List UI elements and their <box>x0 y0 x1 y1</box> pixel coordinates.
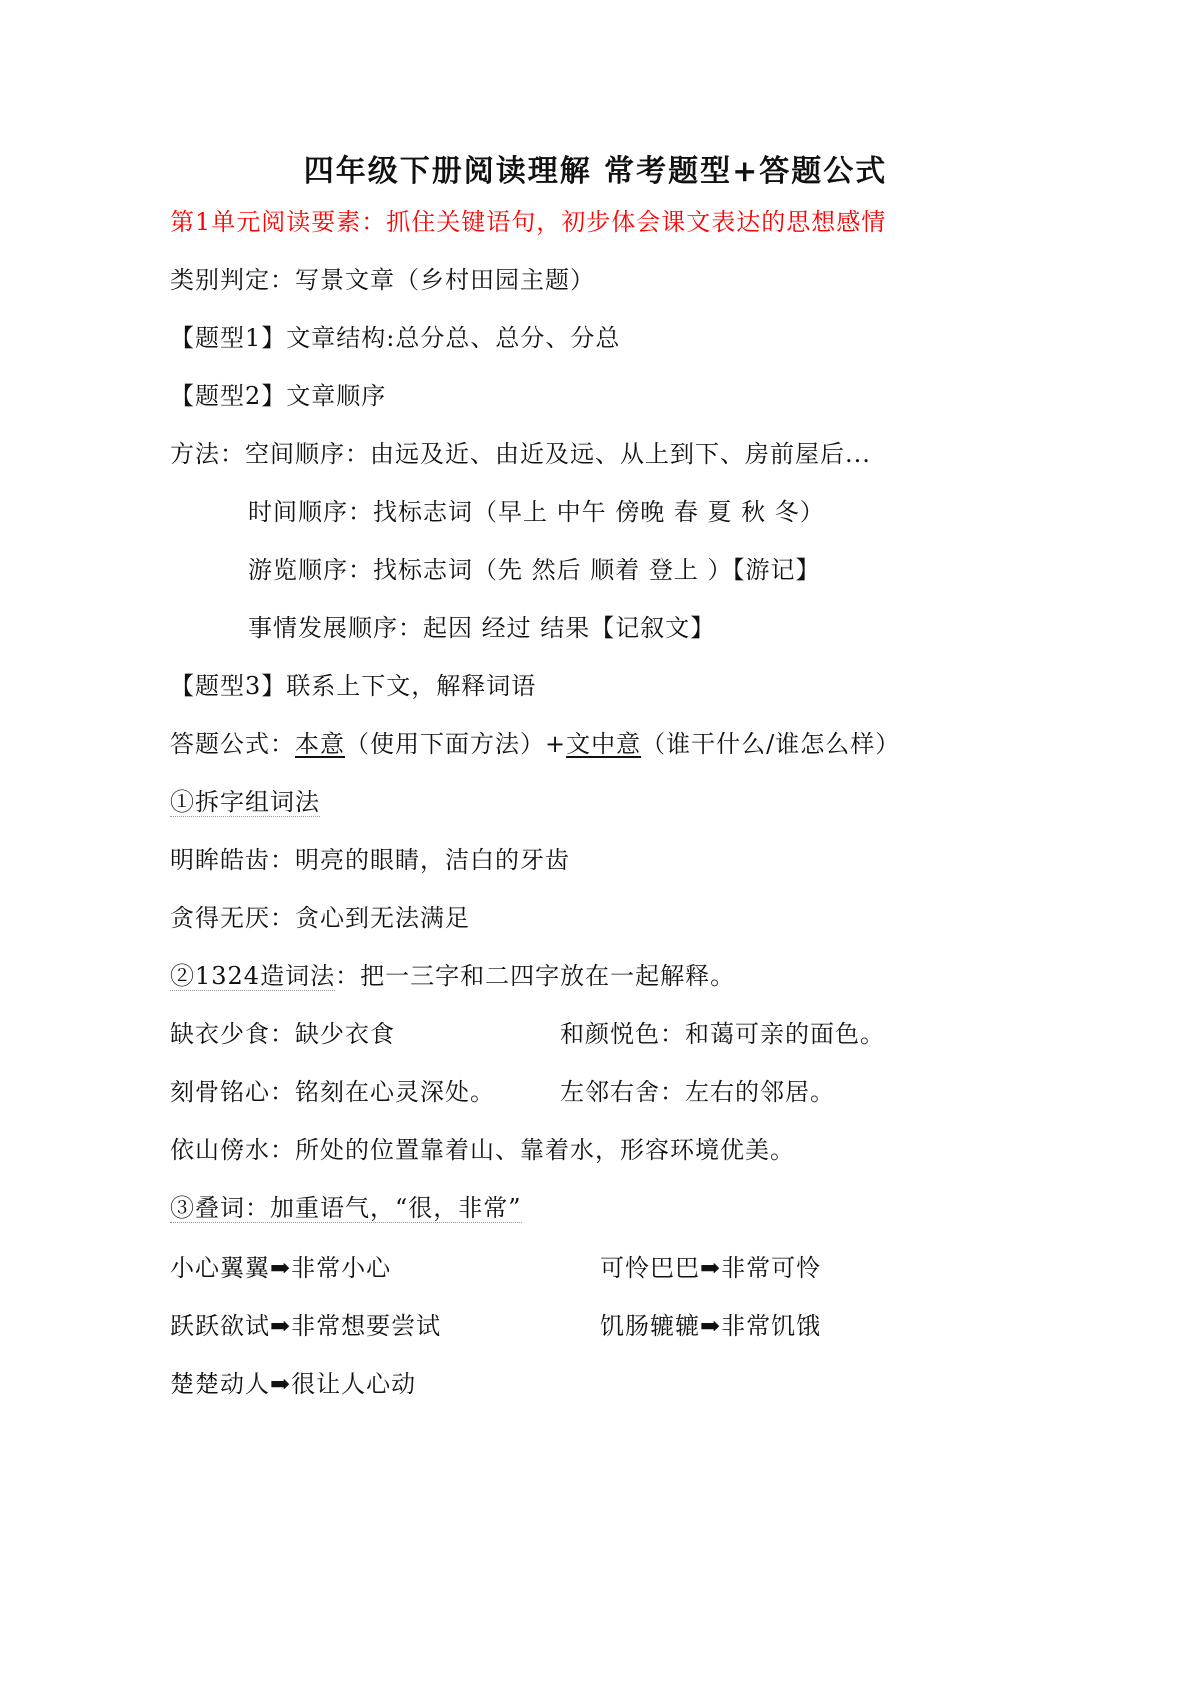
time-order-line: 时间顺序：找标志词（早上 中午 傍晚 春 夏 秋 冬） <box>248 498 825 526</box>
method3-example: 小心翼翼➡非常小心 <box>170 1254 392 1282</box>
method3-heading: ③叠词：加重语气，“很，非常” <box>170 1194 522 1222</box>
method2-heading <box>170 961 735 991</box>
method1-example: 明眸皓齿：明亮的眼睛，洁白的牙齿 <box>170 846 570 874</box>
formula-part1: 本意 <box>295 730 345 758</box>
method3-example: 楚楚动人➡很让人心动 <box>170 1370 417 1398</box>
category-line: 类别判定：写景文章（乡村田园主题） <box>170 266 595 294</box>
method2-desc: ：把一三字和二四字放在一起解释。 <box>335 962 736 990</box>
method3-example: 饥肠辘辘➡非常饥饿 <box>600 1312 822 1340</box>
method2-example: 和颜悦色：和蔼可亲的面色。 <box>560 1020 885 1048</box>
formula-line <box>170 729 900 759</box>
method-line: 方法：空间顺序：由远及近、由近及远、从上到下、房前屋后... <box>170 440 871 468</box>
tour-order-line: 游览顺序：找标志词（先 然后 顺着 登上 ）【游记】 <box>248 556 821 584</box>
method3-example: 跃跃欲试➡非常想要尝试 <box>170 1312 442 1340</box>
formula-suffix: （谁干什么/谁怎么样） <box>641 730 901 758</box>
type1-line: 【题型1】文章结构:总分总、总分、分总 <box>170 324 621 352</box>
method2-label: ②1324造词法 <box>170 962 336 990</box>
document-title: 四年级下册阅读理解 常考题型+答题公式 <box>303 154 888 189</box>
method1-heading: ①拆字组词法 <box>170 788 320 816</box>
formula-prefix: 答题公式： <box>170 730 295 758</box>
method2-example: 依山傍水：所处的位置靠着山、靠着水，形容环境优美。 <box>170 1136 795 1164</box>
formula-mid: （使用下面方法）+ <box>345 730 567 758</box>
formula-part2: 文中意 <box>566 730 642 758</box>
method2-example: 缺衣少食：缺少衣食 <box>170 1020 395 1048</box>
method2-example: 刻骨铭心：铭刻在心灵深处。 <box>170 1078 495 1106</box>
type3-line: 【题型3】联系上下文，解释词语 <box>170 672 537 700</box>
method2-example: 左邻右舍：左右的邻居。 <box>560 1078 835 1106</box>
event-order-line: 事情发展顺序：起因 经过 结果【记叙文】 <box>248 614 716 642</box>
unit-heading: 第1单元阅读要素：抓住关键语句，初步体会课文表达的思想感情 <box>170 208 887 236</box>
method1-example: 贪得无厌：贪心到无法满足 <box>170 904 470 932</box>
type2-line: 【题型2】文章顺序 <box>170 382 387 410</box>
method3-example: 可怜巴巴➡非常可怜 <box>600 1254 822 1282</box>
